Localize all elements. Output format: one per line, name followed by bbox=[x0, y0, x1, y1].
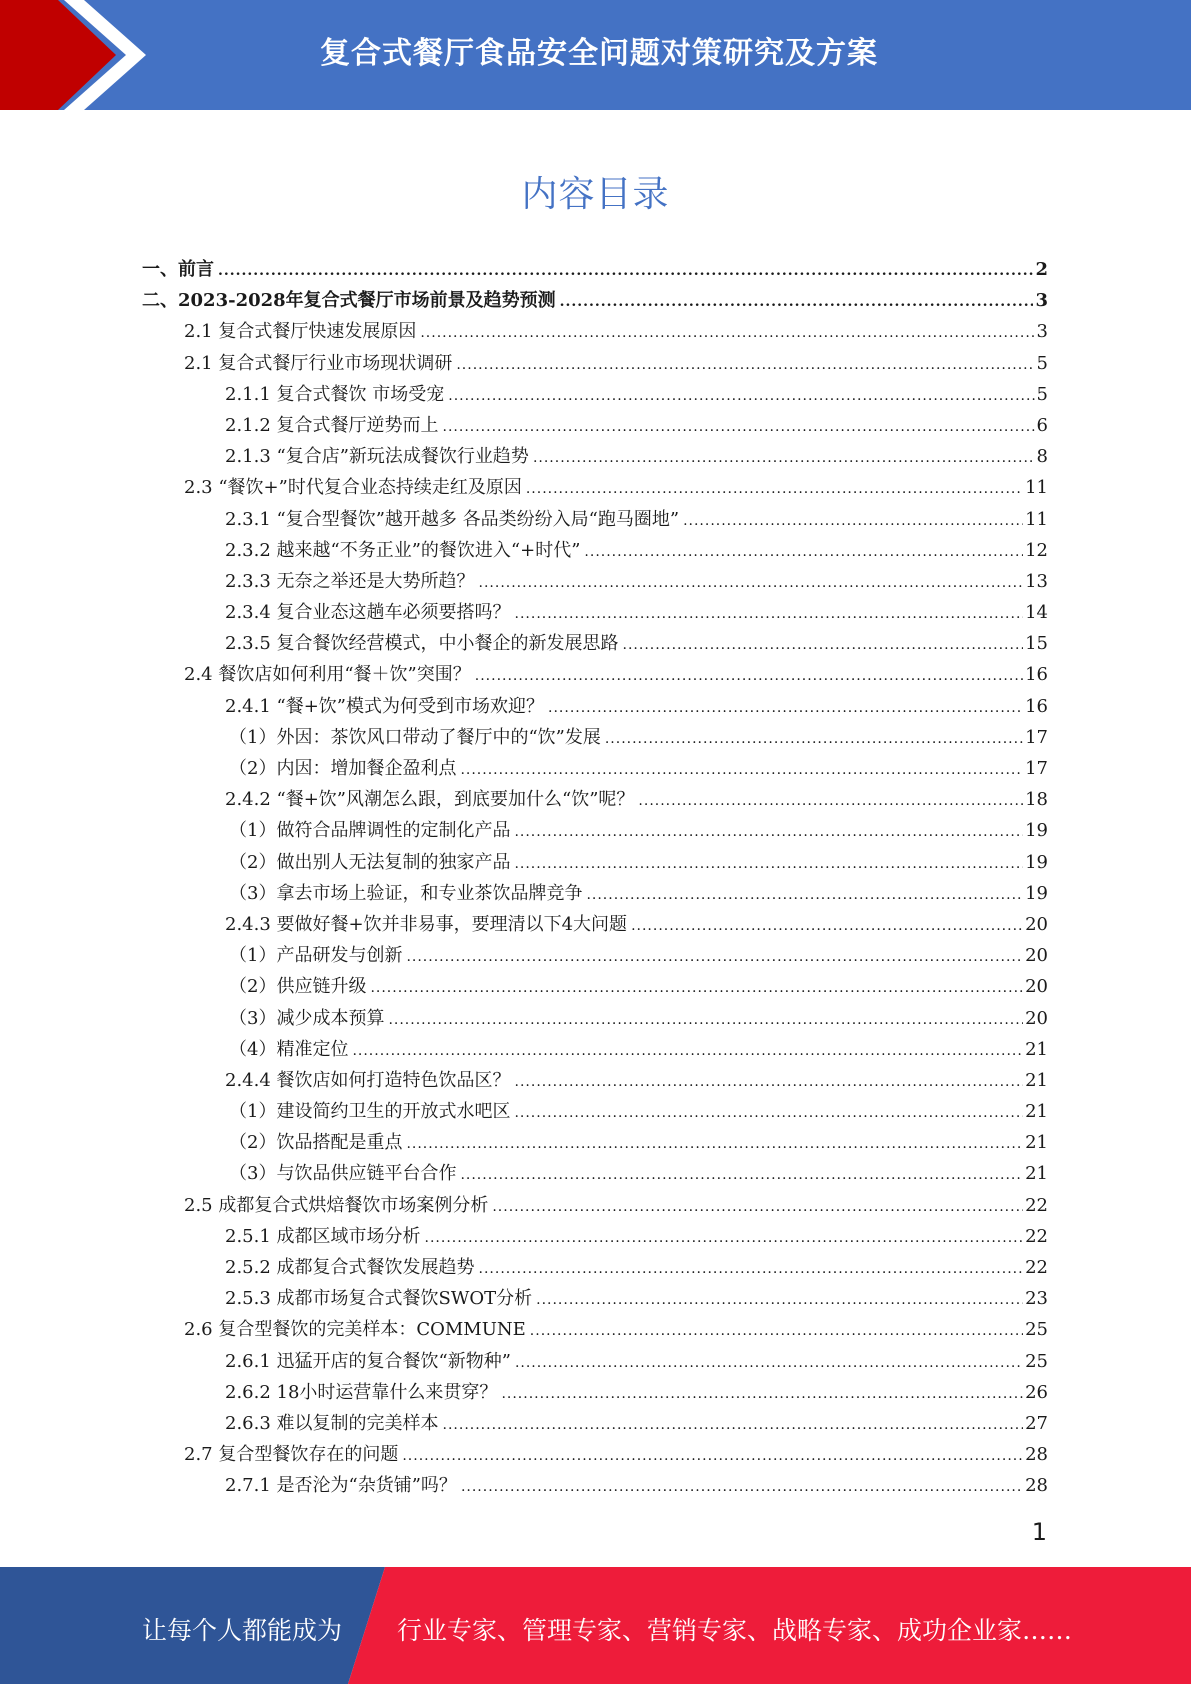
toc-entry-page: 11 bbox=[1025, 477, 1048, 499]
toc-dot-leader bbox=[460, 755, 1023, 786]
toc-entry-page: 21 bbox=[1025, 1069, 1048, 1091]
toc-dot-leader bbox=[501, 1379, 1023, 1410]
toc-dot-leader bbox=[631, 911, 1023, 942]
toc-entry-page: 22 bbox=[1025, 1194, 1048, 1216]
header-band bbox=[0, 0, 1191, 110]
toc-dot-leader bbox=[492, 1192, 1023, 1223]
toc-dot-leader bbox=[514, 1098, 1023, 1129]
toc-entry[interactable] bbox=[0, 753, 1191, 784]
toc-dot-leader bbox=[548, 693, 1023, 724]
header-arrow-decoration bbox=[0, 0, 160, 110]
toc-entry-page: 15 bbox=[1025, 633, 1048, 655]
toc-entry-label: 2.3 “餐饮+”时代复合业态持续走红及原因 bbox=[184, 477, 522, 499]
toc-entry-page: 27 bbox=[1025, 1412, 1048, 1434]
toc-entry-page: 17 bbox=[1025, 758, 1048, 779]
toc-dot-leader bbox=[530, 1316, 1023, 1347]
toc-entry-page: 2 bbox=[1035, 259, 1048, 280]
toc-entry-page: 20 bbox=[1025, 945, 1048, 967]
document-title: 复合式餐厅食品安全问题对策研究及方案 bbox=[320, 36, 878, 71]
toc-entry[interactable] bbox=[0, 659, 1191, 690]
toc-entry-label: 2.1.2 复合式餐厅逆势而上 bbox=[225, 414, 439, 436]
toc-entry-label: 2.3.3 无奈之举还是大势所趋？ bbox=[225, 570, 475, 592]
toc-entry[interactable] bbox=[0, 348, 1191, 379]
toc-entry-page: 3 bbox=[1036, 321, 1048, 343]
toc-entry-page: 11 bbox=[1025, 508, 1048, 530]
toc-entry[interactable] bbox=[0, 1158, 1191, 1189]
toc-entry-page: 5 bbox=[1036, 383, 1048, 405]
toc-dot-leader bbox=[479, 1254, 1024, 1285]
toc-entry-page: 21 bbox=[1025, 1038, 1048, 1060]
toc-entry-page: 3 bbox=[1035, 290, 1048, 312]
toc-entry-label: 2.3.4 复合业态这趟车必须要搭吗？ bbox=[225, 602, 511, 624]
toc-entry[interactable] bbox=[0, 971, 1191, 1002]
toc-dot-leader bbox=[526, 474, 1023, 505]
toc-entry-label: （2）饮品搭配是重点 bbox=[229, 1132, 403, 1154]
toc-entry-page: 16 bbox=[1025, 695, 1048, 717]
toc-dot-leader bbox=[370, 973, 1023, 1004]
toc-dot-leader bbox=[560, 287, 1034, 318]
toc-entry[interactable] bbox=[0, 472, 1191, 503]
toc-dot-leader bbox=[352, 1036, 1023, 1067]
toc-entry[interactable] bbox=[0, 1377, 1191, 1408]
toc-entry[interactable] bbox=[0, 379, 1191, 410]
toc-entry[interactable] bbox=[0, 1283, 1191, 1314]
toc-entry[interactable] bbox=[0, 1221, 1191, 1252]
toc-entry-label: （1）外因：茶饮风口带动了餐厅中的“饮”发展 bbox=[229, 726, 601, 748]
toc-dot-leader bbox=[533, 443, 1035, 474]
toc-entry[interactable] bbox=[0, 1034, 1191, 1065]
toc-entry-page: 20 bbox=[1025, 976, 1048, 998]
toc-dot-leader bbox=[388, 1005, 1023, 1036]
toc-entry[interactable] bbox=[0, 1470, 1191, 1501]
toc-entry-label: 2.5.1 成都区域市场分析 bbox=[225, 1225, 421, 1247]
toc-dot-leader bbox=[406, 942, 1023, 973]
toc-entry-label: 2.6.3 难以复制的完美样本 bbox=[225, 1412, 439, 1434]
toc-entry[interactable] bbox=[0, 1314, 1191, 1345]
toc-entry-page: 21 bbox=[1025, 1132, 1048, 1154]
toc-dot-leader bbox=[406, 1129, 1023, 1160]
toc-entry-label: （1）产品研发与创新 bbox=[229, 945, 403, 967]
page-number: 1 bbox=[1031, 1518, 1047, 1546]
toc-entry-page: 13 bbox=[1025, 570, 1048, 592]
toc-entry[interactable] bbox=[0, 441, 1191, 472]
toc-entry-page: 6 bbox=[1036, 414, 1048, 436]
toc-entry-page: 12 bbox=[1025, 539, 1048, 561]
toc-entry-label: 2.7.1 是否沦为“杂货铺”吗？ bbox=[225, 1475, 457, 1497]
toc-entry-page: 22 bbox=[1025, 1225, 1048, 1247]
toc-entry-page: 26 bbox=[1025, 1381, 1048, 1403]
toc-entry-page: 19 bbox=[1025, 820, 1048, 842]
toc-entry-label: 2.1.1 复合式餐饮 市场受宠 bbox=[225, 383, 445, 405]
toc-dot-leader bbox=[515, 1348, 1023, 1379]
footer-band bbox=[0, 1567, 1191, 1684]
toc-entry-label: （2）做出别人无法复制的独家产品 bbox=[229, 851, 511, 873]
toc-entry[interactable] bbox=[0, 847, 1191, 878]
toc-entry-page: 5 bbox=[1036, 352, 1048, 374]
toc-dot-leader bbox=[638, 786, 1023, 817]
toc-entry[interactable] bbox=[0, 691, 1191, 722]
toc-entry-label: 2.3.5 复合餐饮经营模式，中小餐企的新发展思路 bbox=[225, 633, 619, 655]
toc-entry-label: 2.4.2 “餐+饮”风潮怎么跟，到底要加什么“饮”呢？ bbox=[225, 789, 635, 811]
toc-dot-leader bbox=[461, 1472, 1023, 1503]
toc-entry-page: 19 bbox=[1025, 851, 1048, 873]
toc-entry-label: （4）精准定位 bbox=[229, 1038, 349, 1060]
toc-dot-leader bbox=[514, 817, 1023, 848]
toc-entry-label: （3）与饮品供应链平台合作 bbox=[229, 1163, 457, 1185]
toc-entry[interactable] bbox=[0, 254, 1191, 285]
toc-entry[interactable] bbox=[0, 878, 1191, 909]
toc-dot-leader bbox=[683, 506, 1023, 537]
toc-entry[interactable] bbox=[0, 316, 1191, 347]
toc-entry-page: 16 bbox=[1025, 664, 1048, 686]
toc-entry-label: 2.5.3 成都市场复合式餐饮SWOT分析 bbox=[225, 1288, 533, 1310]
toc-entry-label: 2.1 复合式餐厅快速发展原因 bbox=[184, 321, 417, 343]
toc-entry[interactable] bbox=[0, 909, 1191, 940]
toc-dot-leader bbox=[515, 1067, 1024, 1098]
toc-entry-page: 25 bbox=[1025, 1350, 1048, 1372]
toc-entry-page: 20 bbox=[1025, 1007, 1048, 1029]
toc-entry-label: 2.4.3 要做好餐+饮并非易事，要理清以下4大问题 bbox=[225, 913, 628, 935]
toc-entry-page: 28 bbox=[1025, 1475, 1048, 1497]
toc-dot-leader bbox=[584, 537, 1023, 568]
toc-entry[interactable] bbox=[0, 722, 1191, 753]
toc-entry-label: （2）供应链升级 bbox=[229, 976, 367, 998]
toc-dot-leader bbox=[623, 630, 1024, 661]
toc-entry[interactable] bbox=[0, 1190, 1191, 1221]
toc-dot-leader bbox=[605, 724, 1023, 755]
toc-entry-page: 22 bbox=[1025, 1257, 1048, 1278]
toc-entry[interactable] bbox=[0, 410, 1191, 441]
toc-entry-label: （2）内因：增加餐企盈利点 bbox=[229, 758, 457, 779]
toc-entry-label: 2.6.1 迅猛开店的复合餐饮“新物种” bbox=[225, 1350, 511, 1372]
toc-entry[interactable] bbox=[0, 504, 1191, 535]
toc-entry[interactable] bbox=[0, 1439, 1191, 1470]
toc-dot-leader bbox=[218, 256, 1033, 287]
toc-dot-leader bbox=[514, 849, 1023, 880]
toc-entry-page: 19 bbox=[1025, 882, 1048, 904]
toc-entry-label: 一、前言 bbox=[142, 259, 214, 280]
toc-entry-page: 20 bbox=[1025, 913, 1048, 935]
toc-entry-label: 2.7 复合型餐饮存在的问题 bbox=[184, 1444, 399, 1466]
toc-entry[interactable] bbox=[0, 285, 1191, 316]
toc-entry-label: 2.6 复合型餐饮的完美样本：COMMUNE bbox=[184, 1319, 526, 1341]
toc-entry-page: 21 bbox=[1025, 1163, 1048, 1185]
toc-entry-label: 2.4.4 餐饮店如何打造特色饮品区？ bbox=[225, 1069, 511, 1091]
toc-entry[interactable] bbox=[0, 1408, 1191, 1439]
toc-dot-leader bbox=[479, 568, 1024, 599]
toc-entry[interactable] bbox=[0, 1003, 1191, 1034]
toc-entry-label: 二、2023-2028年复合式餐厅市场前景及趋势预测 bbox=[142, 290, 556, 312]
toc-entry-label: （3）拿去市场上验证，和专业茶饮品牌竞争 bbox=[229, 882, 583, 904]
toc-entry[interactable] bbox=[0, 597, 1191, 628]
toc-entry-label: 2.3.1 “复合型餐饮”越开越多 各品类纷纷入局“跑马圈地” bbox=[225, 508, 680, 530]
toc-entry[interactable] bbox=[0, 1065, 1191, 1096]
toc-entry-label: 2.4.1 “餐+饮”模式为何受到市场欢迎？ bbox=[225, 695, 545, 717]
toc-entry-label: 2.3.2 越来越“不务正业”的餐饮进入“+时代” bbox=[225, 539, 581, 561]
toc-entry[interactable] bbox=[0, 535, 1191, 566]
toc-entry-page: 8 bbox=[1036, 446, 1048, 468]
toc-dot-leader bbox=[460, 1160, 1023, 1191]
toc-entry[interactable] bbox=[0, 784, 1191, 815]
toc-entry-label: 2.4 餐饮店如何利用“餐＋饮”突围？ bbox=[184, 664, 471, 686]
toc-entry-label: （1）做符合品牌调性的定制化产品 bbox=[229, 820, 511, 842]
toc-entry-page: 17 bbox=[1025, 726, 1048, 748]
toc-entry-label: 2.5 成都复合式烘焙餐饮市场案例分析 bbox=[184, 1194, 489, 1216]
toc-entry-label: 2.1.3 “复合店”新玩法成餐饮行业趋势 bbox=[225, 446, 529, 468]
toc-entry-label: （3）减少成本预算 bbox=[229, 1007, 385, 1029]
toc-dot-leader bbox=[420, 318, 1034, 349]
toc-entry[interactable] bbox=[0, 1096, 1191, 1127]
toc-entry[interactable] bbox=[0, 628, 1191, 659]
toc-dot-leader bbox=[586, 880, 1023, 911]
toc-entry-page: 18 bbox=[1025, 789, 1048, 811]
toc-entry[interactable] bbox=[0, 566, 1191, 597]
toc-entry-page: 14 bbox=[1025, 602, 1048, 624]
toc-dot-leader bbox=[443, 412, 1035, 443]
toc-entry-page: 21 bbox=[1025, 1101, 1048, 1123]
toc-dot-leader bbox=[515, 599, 1024, 630]
toc-entry-page: 25 bbox=[1025, 1319, 1048, 1341]
toc-dot-leader bbox=[475, 661, 1023, 692]
toc-entry[interactable] bbox=[0, 815, 1191, 846]
toc-dot-leader bbox=[402, 1441, 1023, 1472]
toc-dot-leader bbox=[443, 1410, 1024, 1441]
toc-dot-leader bbox=[425, 1223, 1024, 1254]
toc-entry[interactable] bbox=[0, 1346, 1191, 1377]
toc-entry[interactable] bbox=[0, 940, 1191, 971]
toc-entry-label: 2.6.2 18小时运营靠什么来贯穿？ bbox=[225, 1381, 498, 1403]
toc-heading: 内容目录 bbox=[521, 174, 670, 215]
toc-dot-leader bbox=[448, 381, 1034, 412]
toc-entry-page: 23 bbox=[1025, 1288, 1048, 1310]
table-of-contents bbox=[0, 254, 1191, 1502]
toc-entry-page: 28 bbox=[1025, 1444, 1048, 1466]
toc-entry-label: （1）建设简约卫生的开放式水吧区 bbox=[229, 1101, 511, 1123]
toc-dot-leader bbox=[536, 1285, 1023, 1316]
footer-slogan-left: 让每个人都能成为 bbox=[142, 1616, 343, 1645]
toc-entry-label: 2.1 复合式餐厅行业市场现状调研 bbox=[184, 352, 453, 374]
toc-entry[interactable] bbox=[0, 1252, 1191, 1283]
toc-entry-label: 2.5.2 成都复合式餐饮发展趋势 bbox=[225, 1257, 475, 1278]
toc-entry[interactable] bbox=[0, 1127, 1191, 1158]
toc-dot-leader bbox=[456, 350, 1034, 381]
footer-slogan-right: 行业专家、管理专家、营销专家、战略专家、成功企业家…… bbox=[397, 1616, 1073, 1645]
